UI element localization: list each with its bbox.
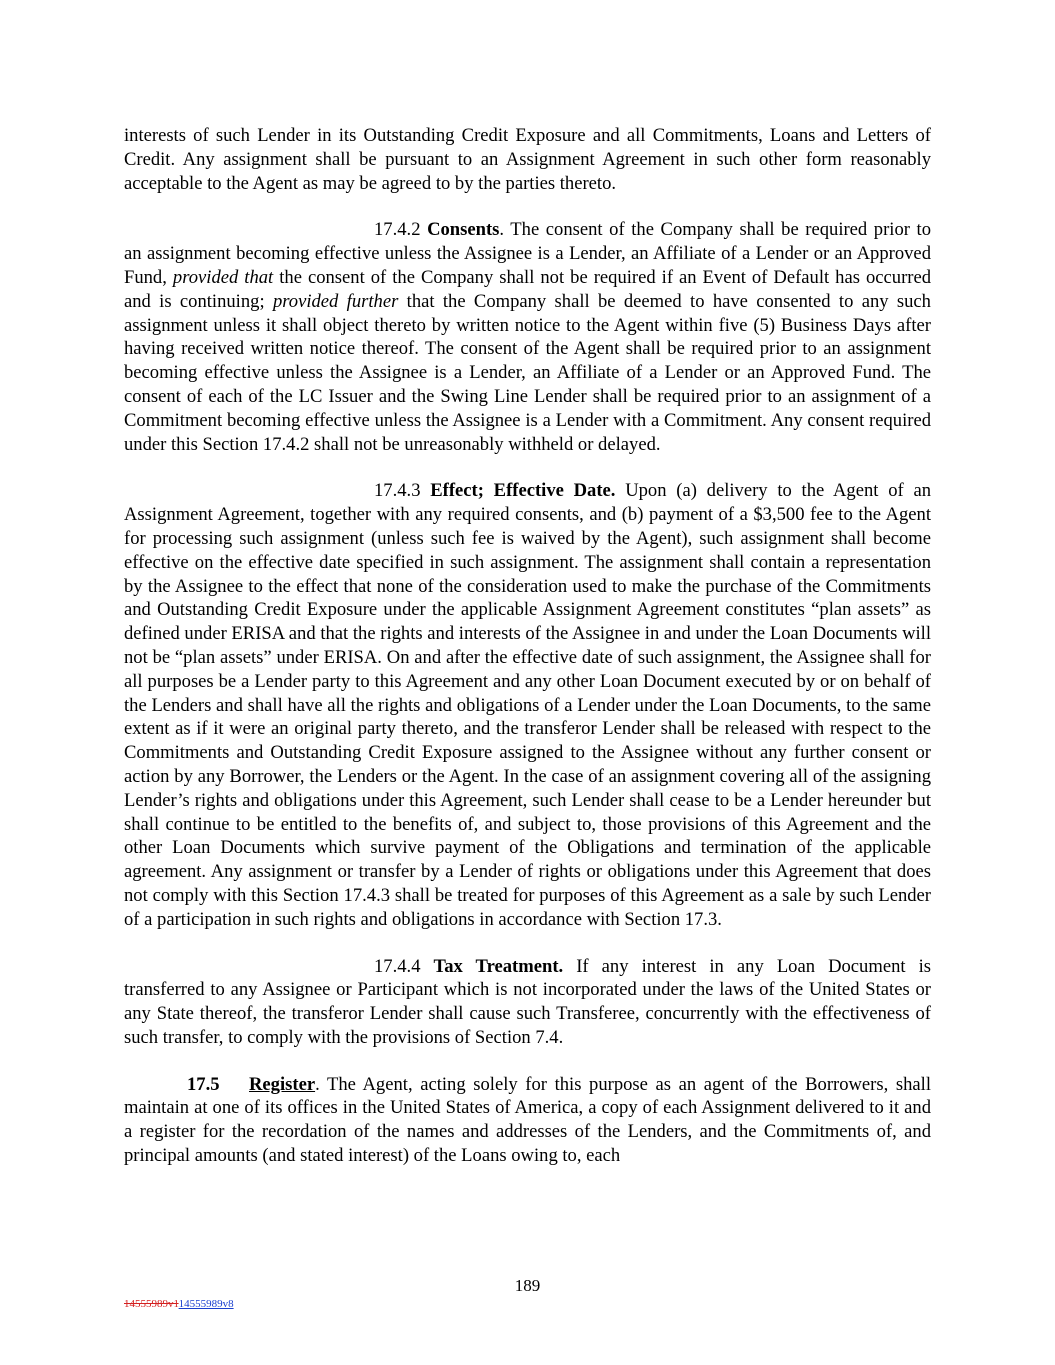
section-text: . The Agent, acting solely for this purpose as an agent of the Borrowers, shall maintain at one of its offices in the United States of America, a copy of each Assignment delivered to it and a register for the recordation of the names and addresses of the Lenders, and the Commitments of, and principal amounts (and stated interest) of the Loans owing to, each [124, 1073, 931, 1167]
document-id-deleted: 14555989v1 [124, 1298, 179, 1310]
section-heading: Register [249, 1073, 316, 1095]
section-text-italic: provided further [272, 290, 399, 312]
section-17-4-4 [124, 955, 931, 1050]
section-heading: Tax Treatment. [433, 955, 564, 977]
section-number: 17.4.2 [374, 219, 421, 241]
section-heading: Consents [427, 219, 500, 241]
section-17-4-3 [124, 479, 931, 931]
section-text: If any interest in any Loan Document is transferred to any Assignee or Participant which is not incorporated under the laws of the United States or any State thereof, the transferor Lender shall cause such Transferee, concurrently with the effectiveness of such transfer, to comply with the provisions of Section 7.4. [124, 955, 931, 1048]
document-id-inserted: 14555989v8 [178, 1298, 234, 1310]
section-number: 17.5 [187, 1073, 220, 1095]
section-17-4-2 [124, 218, 931, 456]
section-number: 17.4.4 [374, 955, 421, 977]
document-id [124, 1298, 234, 1310]
section-text: . The consent of the Company shall be required prior to an assignment becoming effective unless the Assignee is a Lender, an Affiliate of a Lender or an Approved Fund, [124, 219, 931, 288]
page-number: 189 [514, 1276, 541, 1295]
section-heading: Effect; Effective Date. [430, 480, 616, 502]
section-number: 17.4.3 [374, 480, 421, 502]
section-text: Upon (a) delivery to the Agent of an Assignment Agreement, together with any required consents, and (b) payment of a $3,500 fee to the Agent for processing such assignment (unless such fee is waived by the Agent), such assignment shall become effective on the effective date specified in such assignment. The assignment shall contain a representation by the Assignee to the effect that none of the consideration used to make the purchase of the Commitments and Outstanding Credit Exposure under the applicable Assignment Agreement constitutes “plan assets” as defined under ERISA and that the rights and interests of the Assignee in and under the Loan Documents will not be “plan assets” under ERISA. On and after the effective date of such assignment, the Assignee shall for all purposes be a Lender party to this Agreement and any other Loan Document executed by or on behalf of the Lenders and shall have all the rights and obligations of a Lender under the Loan Documents, to the same extent as if it were an original party thereto, and the transferor Lender shall be released with respect to the Commitments and Outstanding Credit Exposure assigned to the Assignee without any further consent or action by any Borrower, the Lenders or the Agent. In the case of an assignment covering all of the assigning Lender’s rights and obligations under this Agreement, such Lender shall cease to be a Lender hereunder but shall continue to be entitled to the benefits of, and subject to, those provisions of this Agreement and the other Loan Documents which survive payment of the Obligations and termination of the applicable agreement. Any assignment or transfer by a Lender of rights or obligations under this Agreement that does not comply with this Section 17.4.3 shall be treated for purposes of this Agreement as a sale by such Lender of a participation in such rights and obligations in accordance with Section 17.3. [124, 480, 931, 930]
section-text: that the Company shall be deemed to have consented to any such assignment unless it shall object thereto by written notice to the Agent within five (5) Business Days after having received written notice thereof. The consent of the Agent shall be required prior to an assignment becoming effective unless the Assignee is a Lender, an Affiliate of a Lender or an Approved Fund. The consent of each of the LC Issuer and the Swing Line Lender shall be required prior to an assignment of a Commitment becoming effective unless the Assignee is a Lender with a Commitment. Any consent required under this Section 17.4.2 shall not be unreasonably withheld or delayed. [124, 290, 931, 455]
section-text: the consent of the Company shall not be required if an Event of Default has occurred and is continuing; [124, 266, 931, 312]
section-text-italic: provided that [172, 266, 274, 288]
section-17-5 [124, 1073, 931, 1168]
paragraph-continuation: interests of such Lender in its Outstanding Credit Exposure and all Commitments, Loans and Letters of Credit. Any assignment shall be pursuant to an Assignment Agreement in such other form reasonably acceptable to the Agent as may be agreed to by the parties thereto. [124, 125, 931, 194]
document-page [124, 124, 931, 1168]
